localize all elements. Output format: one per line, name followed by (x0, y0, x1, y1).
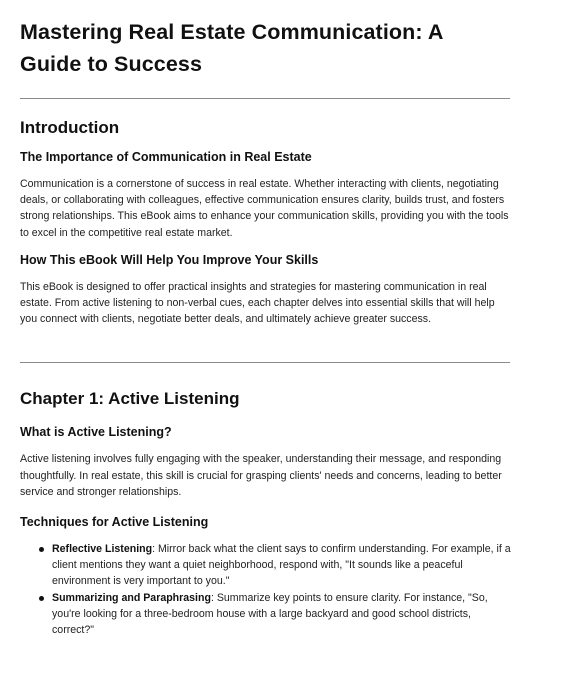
document-page (20, 16, 512, 638)
list-item-term: Summarizing and Paraphrasing (52, 591, 211, 604)
intro-divider (20, 362, 510, 363)
active-listening-heading: What is Active Listening? (20, 425, 172, 440)
importance-paragraph: Communication is a cornerstone of success in real estate. Whether interacting with clients, negotiating deals, or collaborating with colleagues, effective communication ensures clarity, builds trust, and fosters strong relationships. This eBook aims to enhance your communication skills, providing you with the tools to excel in the competitive real estate market. (20, 178, 509, 239)
chapter1-heading: Chapter 1: Active Listening (20, 389, 240, 409)
list-item-text: : Summarize key points to ensure clarity. For instance, "So, you're looking for a three-bedroom house with a large backyard and good school districts, correct?" (52, 591, 488, 637)
active-listening-paragraph: Active listening involves fully engaging with the speaker, understanding their message, and responding thoughtfully. In real estate, this skill is crucial for grasping clients' needs and concerns, leading to better service and stronger relationships. (20, 453, 502, 498)
bullet-icon (39, 596, 44, 601)
how-help-paragraph: This eBook is designed to offer practical insights and strategies for mastering communication in real estate. From active listening to non-verbal cues, each chapter delves into essential skills that will help you connect with clients, negotiate better deals, and ultimately achieve greater success. (20, 280, 495, 326)
techniques-list (20, 541, 512, 638)
list-item (20, 541, 512, 590)
introduction-heading: Introduction (20, 118, 120, 137)
list-item-text: : Mirror back what the client says to confirm understanding. For example, if a client mentions they want a quiet neighborhood, respond with, "It sounds like a peaceful environment is very important to you." (52, 543, 511, 588)
how-help-heading: How This eBook Will Help You Improve Your Skills (20, 252, 319, 267)
list-item (20, 590, 512, 639)
title-divider (20, 98, 510, 99)
document-title: Mastering Real Estate Communication: A Guide to Success (20, 20, 443, 76)
list-item-term: Reflective Listening (52, 543, 153, 556)
bullet-icon (39, 547, 44, 552)
importance-heading: The Importance of Communication in Real Estate (20, 150, 312, 164)
techniques-heading: Techniques for Active Listening (20, 515, 209, 530)
